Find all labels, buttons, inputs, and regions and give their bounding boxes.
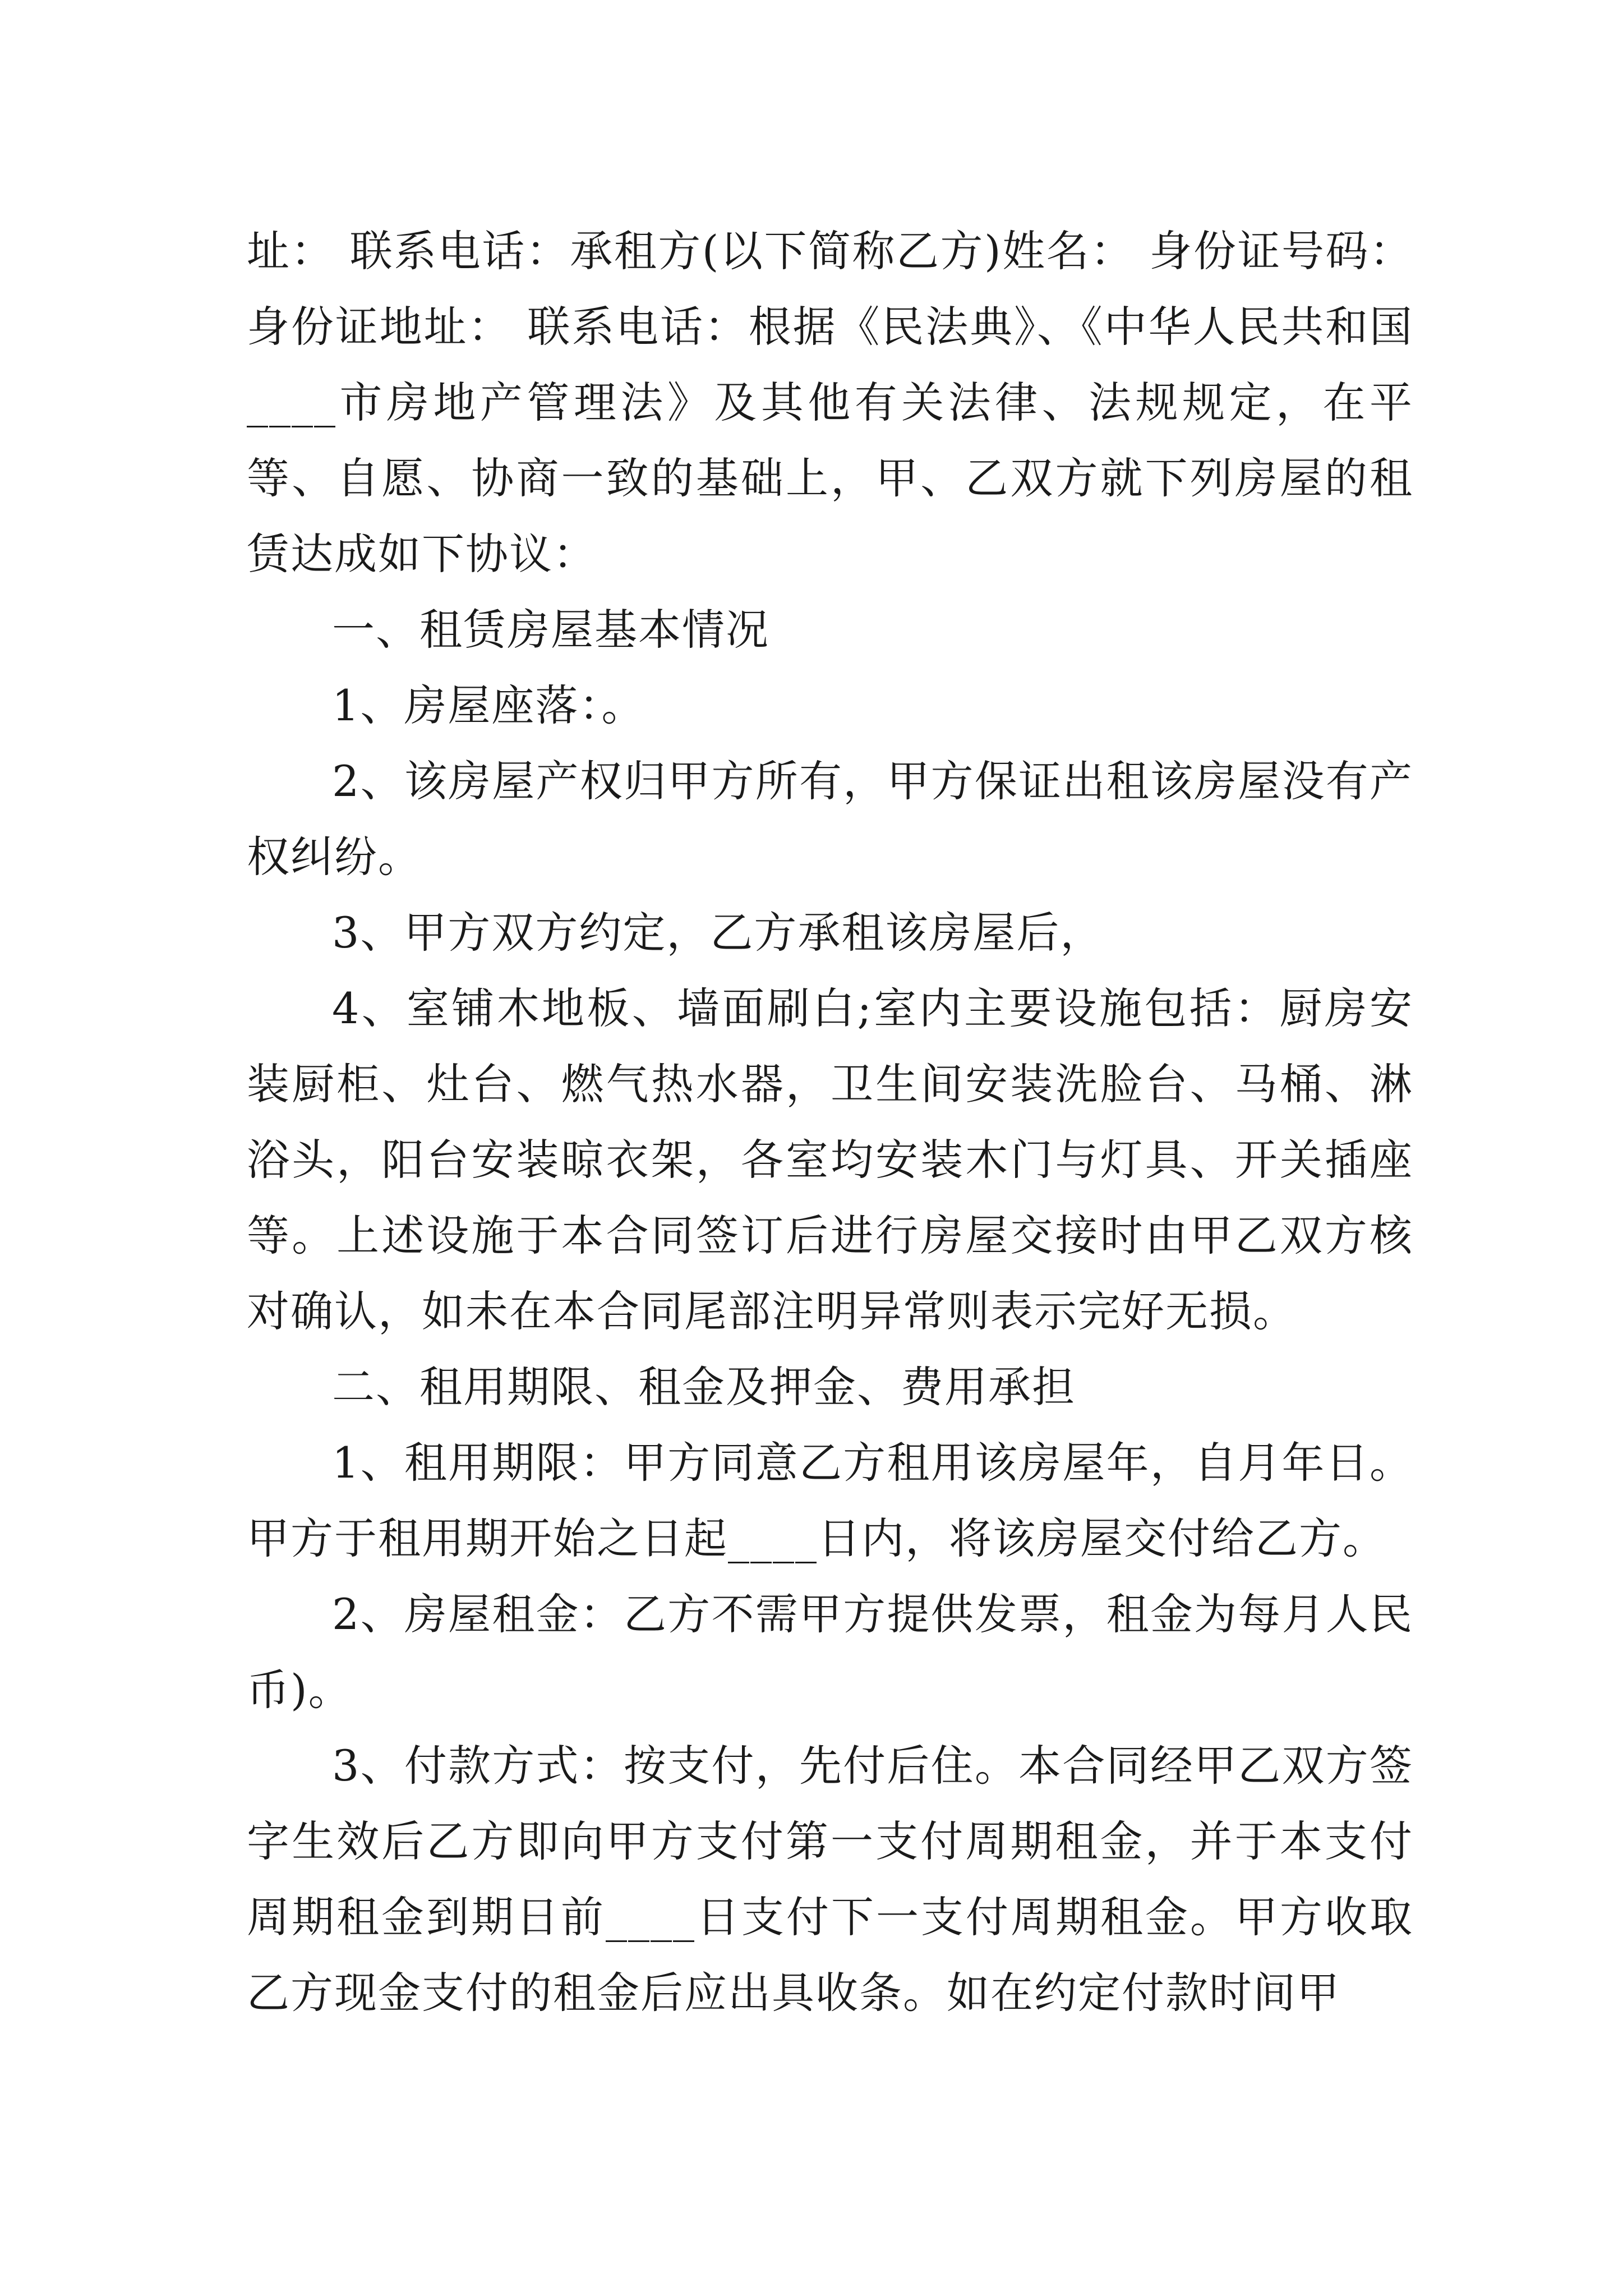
clause-house-location: 1、房屋座落：。 (332, 680, 645, 730)
paragraph-parties-and-preamble: 址： 联系电话：承租方(以下简称乙方)姓名： 身份证号码：身份证地址： 联系电话：根据《民法典》、《中华人民共和国____市房地产管理法》及其他有关法律、法规规定，在平等、自愿、协商一致的基础上，甲、乙双方就下列房屋的租赁达成如下协议： (247, 226, 1413, 579)
document-body (247, 213, 1413, 2031)
clause-facilities: 4、室铺木地板、墙面刷白;室内主要设施包括：厨房安装厨柜、灶台、燃气热水器，卫生间安装洗脸台、马桶、淋浴头，阳台安装晾衣架，各室均安装木门与灯具、开关插座等。上述设施于本合同签订后进行房屋交接时由甲乙双方核对确认，如未在本合同尾部注明异常则表示完好无损。 (247, 983, 1413, 1336)
clause-property-rights: 2、该房屋产权归甲方所有，甲方保证出租该房屋没有产权纠纷。 (247, 756, 1413, 882)
clause-agreement: 3、甲方双方约定，乙方承租该房屋后， (332, 908, 1104, 958)
clause-payment-method: 3、付款方式：按支付，先付后住。本合同经甲乙双方签字生效后乙方即向甲方支付第一支付周期租金，并于本支付周期租金到期日前____日支付下一支付周期租金。甲方收取乙方现金支付的租金后应出具收条。如在约定付款时间甲 (247, 1741, 1413, 2018)
section-heading-basic-info: 一、租赁房屋基本情况 (332, 605, 769, 655)
clause-lease-term: 1、租用期限：甲方同意乙方租用该房屋年，自月年日。甲方于租用期开始之日起____日内，将该房屋交付给乙方。 (247, 1438, 1413, 1563)
clause-rent: 2、房屋租金：乙方不需甲方提供发票，租金为每月人民币)。 (247, 1589, 1413, 1715)
section-heading-term-rent: 二、租用期限、租金及押金、费用承担 (332, 1362, 1076, 1412)
